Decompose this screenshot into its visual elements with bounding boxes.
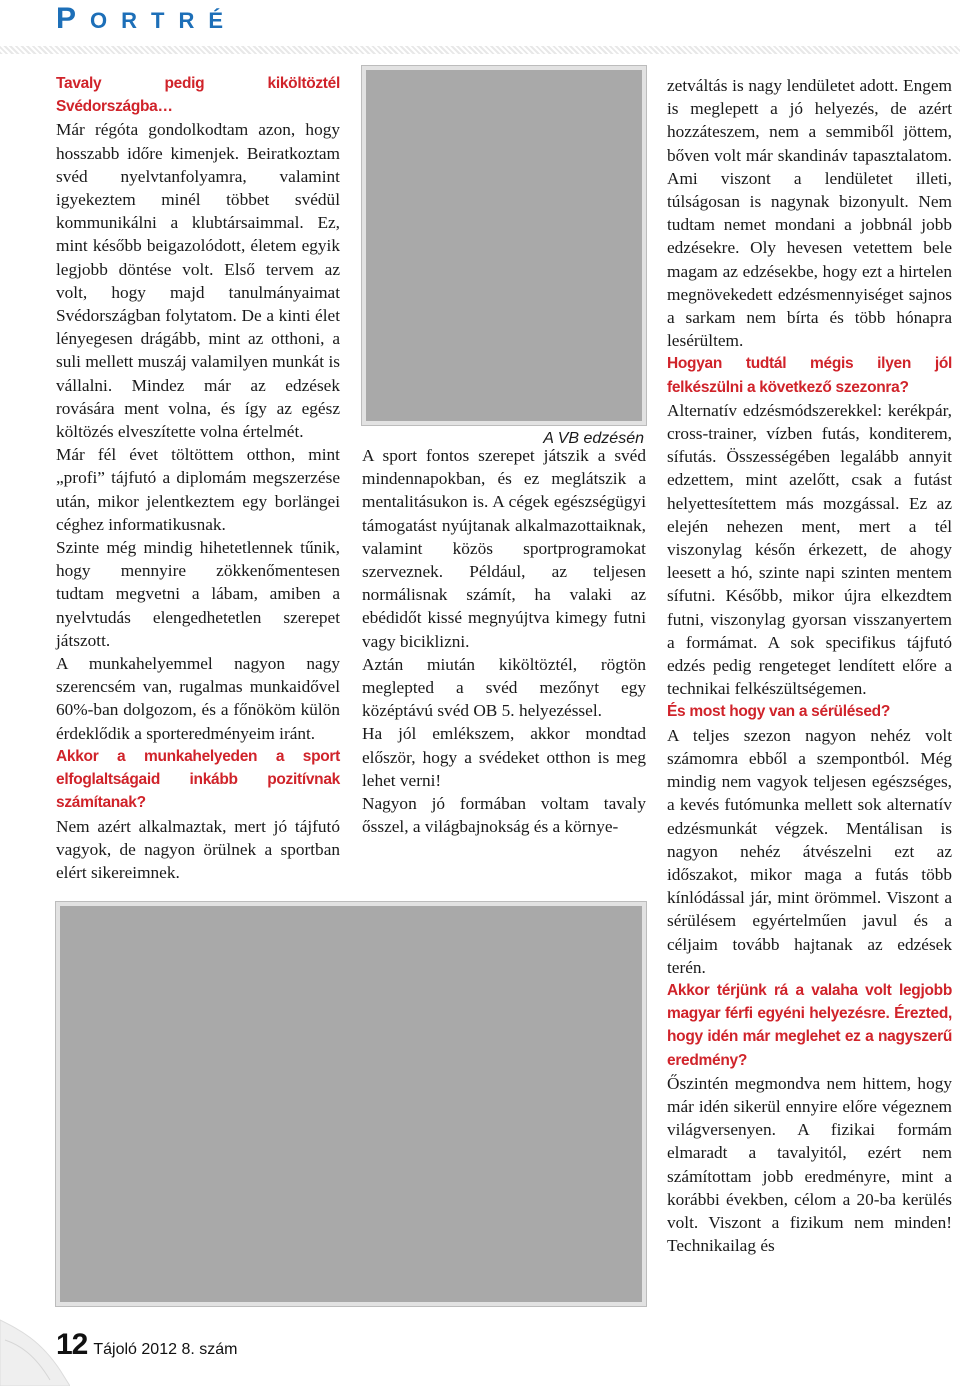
interview-question: Hogyan tudtál mégis ilyen jól felkészülni a következő szezonra? [667,355,952,396]
article-column-2 [362,444,646,838]
paragraph: Ha jól emlékszem, akkor mondtad először, hogy a svédeket otthon is meg lehet verni! [362,724,646,790]
interview-question: Tavaly pedig kiköltöztél Svédországba… [56,75,340,116]
paragraph: A teljes szezon nagyon nehéz volt számomra ebből a szempontból. Még mindig nem vagyok teljesen egészséges, a kevés futómunka mellett sok alternatív edzésmunkát végzek. Mentálisan is nagyon nehéz átvészelni ezt az időszakot, mikor maga a futás több kínlódással jár, mint örömmel. Viszont a sérülésem egyértelműen javul és a céljaim tovább hajtanak az edzések terén. [667,725,952,977]
photo-placeholder-top [362,66,646,425]
paragraph: Nem azért alkalmaztak, mert jó tájfutó vagyok, de nagyon örülnek a sportban elért sikereimnek. [56,816,340,882]
article-column-3 [667,74,952,1257]
section-title-initial: P [56,2,91,35]
publication-name: Tájoló 2012 8. szám [93,1341,238,1358]
photo-caption: A VB edzésén [543,430,644,447]
section-title [56,2,237,36]
page-number: 12 [56,1328,88,1361]
article-column-1 [56,72,340,884]
interview-question: Akkor a munkahelyeden a sport elfoglaltságaid inkább pozitívnak számítanak? [56,747,340,812]
paragraph: Már régóta gondolkodtam azon, hogy hosszabb időre kimenjek. Beiratkoztam svéd nyelvtanfolyamra, valamint igyekeztem minél többet svédül kommunikálni a klubtársaimmal. Ez, mint később beigazolódott, életem egyik legjobb döntése volt. Első tervem az volt, hogy majd tanulmányaimat Svédországban folytatom. De a kinti élet lényegesen drágább, mint az otthoni, a suli mellett muszáj valamilyen munkát is vállalni. Mindez már az edzések rovására ment volna, és így az egész költözés elveszítette volna értelmét. [56,120,340,442]
paragraph: zetváltás is nagy lendületet adott. Engem is meglepett a jó helyezés, de azért hozzáteszem, nem a semmiből jöttem, bőven volt már skandináv tapasztalatom. Ami viszont a lendületet illeti, túlságosan is nagynak bizonyult. Nem tudtam nemet mondani a jobbnál jobb edzésekre. Oly hevesen vetettem bele magam az edzésekbe, hogy ezt a hirtelen megnövekedett edzésmennyiséget sajnos a sarkam nem bírta és több hónapra lesérültem. [667,76,952,351]
paragraph: Szinte még mindig hihetetlennek tűnik, hogy mennyire zökkenőmentesen tudtam megvetni a lábam, amiben a nyelvtudás elengedhetetlen szerepet játszott. [56,538,340,650]
paragraph: Nagyon jó formában voltam tavaly ősszel, a világbajnokság és a környe- [362,794,646,837]
paragraph: Alternatív edzésmódszerekkel: kerékpár, cross-trainer, vízben futás, konditerem, sífutás. Összességében legalább annyit edzettem, mint azelőtt, csak a futást helyettesítettem más mozgással. Ez az elején nehezen ment, mert a tél viszonylag későn érkezett, de ahogy leesett a hó, szinte napi szinten mentem sífutni. Később, mikor újra elkezdtem futni, viszonylag gyorsan visszanyertem a formámat. A sok specifikus tájfutó edzés pedig rengeteget lendített előre a technikai felkészültségemen. [667,400,952,699]
paragraph: A sport fontos szerepet játszik a svéd mindennapokban, és ez meglátszik a mentalitásukon is. A cégek egészségügyi támogatást nyújtanak alkalmazottaiknak, valamint közös sportprogramokat szerveznek. Például, az teljesen normálisnak számít, ha valaki az ebédidőt kissé megnyújtva kimegy futni vagy biciklizni. [362,446,646,651]
paragraph: A munkahelyemmel nagyon nagy szerencsém van, rugalmas munkaidővel 60%-ban dolgozom, és a főnököm külön érdeklődik a sporteredményeim iránt. [56,654,340,743]
header-divider [0,46,960,54]
paragraph: Már fél évet töltöttem otthon, mint „profi” tájfutó a diplomám megszerzése után, mikor jelentkeztem egy borlängei céghez informatikusnak. [56,445,340,534]
interview-question: Akkor térjünk rá a valaha volt legjobb magyar férfi egyéni helyezésre. Érezted, hogy idén már meglehet ez a nagyszerű eredmény? [667,981,952,1069]
paragraph: Őszintén megmondva nem hittem, hogy már idén sikerül ennyire előre végeznem világversenyen. A fizikai formám elmaradt a tavalyitól, ezért nem számítottam jobb eredményre, mint a korábbi években, célom a 20-ba kerülés volt. Viszont a fizikum nem minden! Technikailag és [667,1073,952,1256]
section-title-rest: ORTRÉ [90,8,238,33]
page-footer [56,1328,237,1362]
photo-placeholder-bottom [56,902,646,1306]
paragraph: Aztán miután kiköltöztél, rögtön meglepted a svéd mezőnyt egy középtávú svéd OB 5. helyezéssel. [362,654,646,721]
interview-question: És most hogy van a sérülésed? [667,703,891,721]
